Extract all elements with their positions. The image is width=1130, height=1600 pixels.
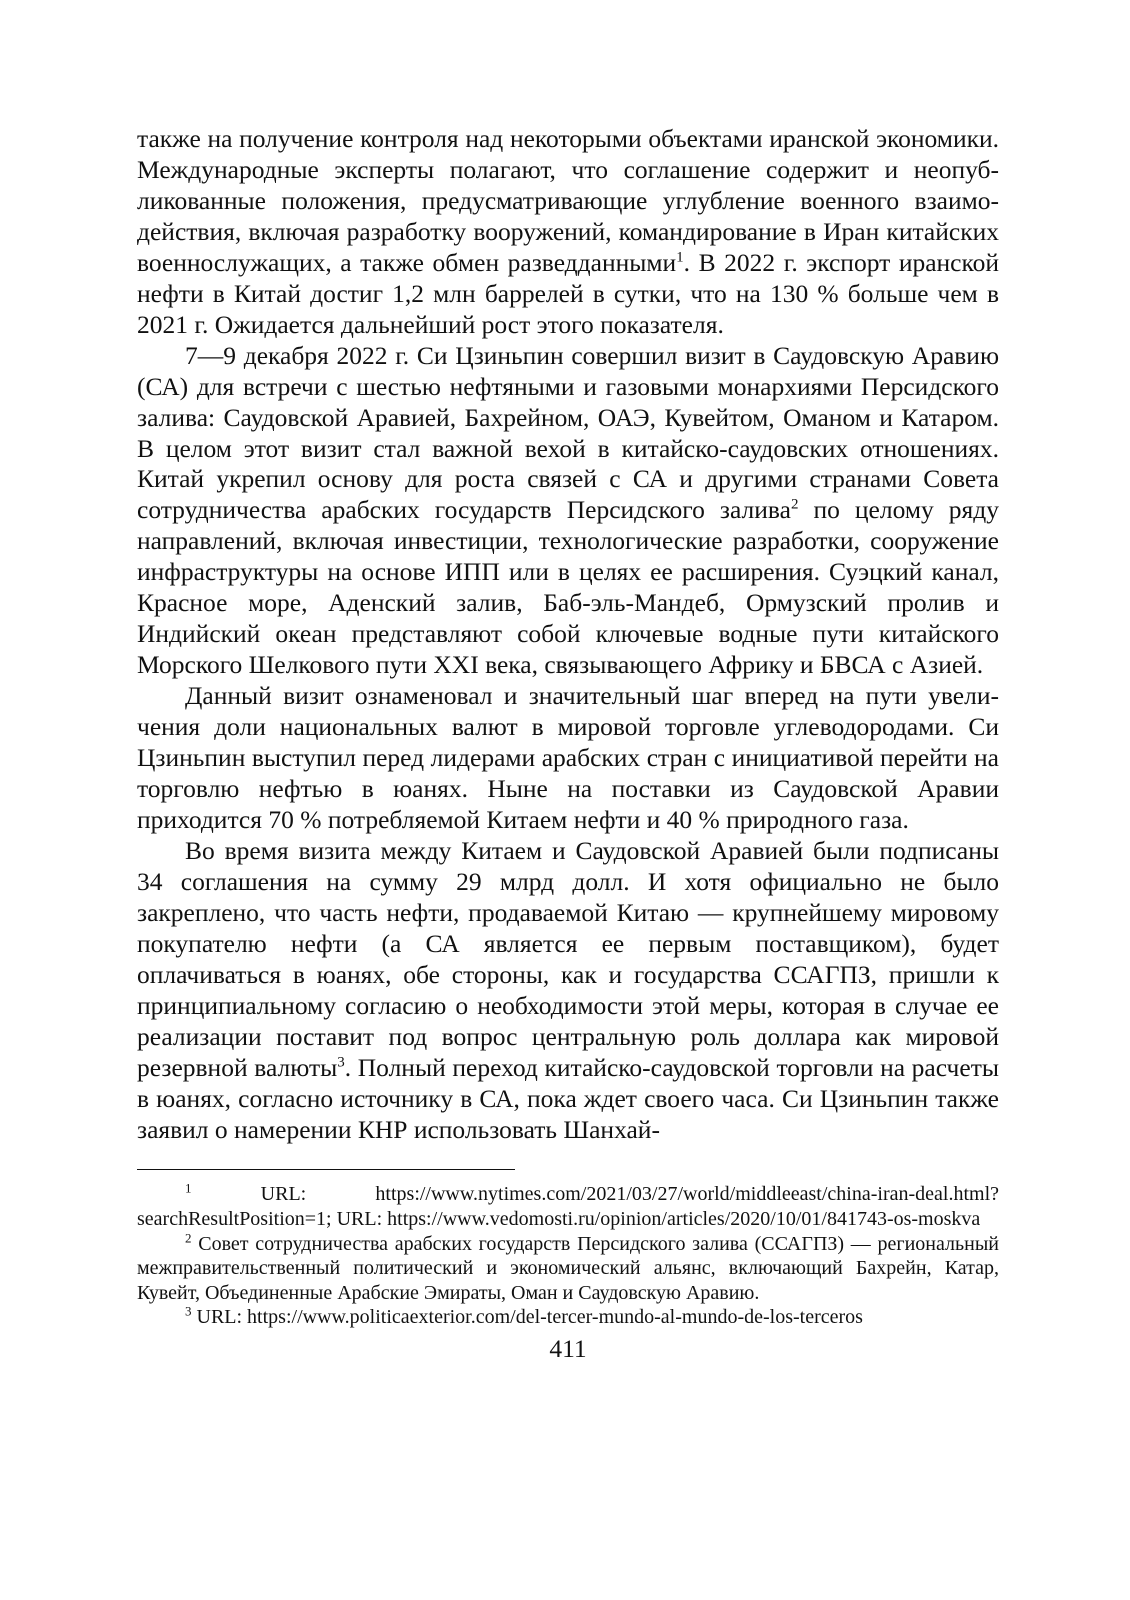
footnote-number: 2 — [185, 1229, 192, 1245]
footnote — [137, 1229, 999, 1306]
text-run: Во время визита между Китаем и Саудовской Аравией были подписаны 34 соглашения на сумму 29 млрд долл. И хотя официально не было закреплено, что часть нефти, продаваемой Китаю — крупнейшему мировому покупателю нефти (а СА является ее первым поставщиком), будет оплачиваться в юанях, обе стороны, как и государства ССАГПЗ, пришли к принципиальному согласию о необходимости этой меры, которая в случае ее реализации поставит под вопрос центральную роль доллара как мировой резервной валюты — [137, 835, 999, 1082]
footnote-ref: 2 — [790, 496, 799, 513]
main-text — [137, 124, 999, 1145]
paragraph — [137, 341, 999, 681]
page-number: 411 — [549, 1334, 587, 1364]
footnote-ref: 3 — [337, 1054, 345, 1071]
footnote — [137, 1305, 999, 1330]
footnote-number: 1 — [185, 1180, 192, 1196]
text-run: . В 2022 г. экспорт иранской нефти в Китай достиг 1,2 млн баррелей в сутки, что на 130 % больше чем в 2021 г. Ожидается дальнейший рост этого показателя. — [137, 247, 999, 339]
paragraph — [137, 836, 999, 1146]
footnote — [137, 1182, 999, 1231]
paragraph — [137, 681, 999, 836]
footnote-text: Совет сотрудничества арабских государств Персидского залива (ССАГПЗ) — региональный межправительственный политический и экономический альянс, включающий Бахрейн, Катар, Кувейт, Объединенные Арабские Эмираты, Оман и Саудовскую Аравию. — [137, 1232, 999, 1304]
text-run: также на получение контроля над некоторыми объектами иранской экономики. Международные эксперты полагают, что соглашение содержит и неопубликованные положения, предусматривающие углубление военного взаимодействия, включая разработку вооружений, командирование в Иран китайских военнослужащих, а также обмен разведданными — [137, 124, 999, 277]
text-run: Данный визит ознаменовал и значительный шаг вперед на пути увеличения доли национальных валют в мировой торговле углеводородами. Си Цзиньпин выступил перед лидерами арабских стран с инициативой перейти на торговлю нефтью в юанях. Ныне на поставки из Саудовской Аравии приходится 70 % потребляемой Китаем нефти и 40 % природного газа. — [137, 681, 999, 834]
footnote-text: URL: https://www.politicaexterior.com/del-tercer-mundo-al-mundo-de-los-terceros — [191, 1306, 863, 1329]
paragraph — [137, 124, 999, 341]
book-page — [137, 124, 999, 1364]
footnote-separator — [137, 1169, 515, 1170]
footnote-number: 3 — [185, 1303, 192, 1319]
text-run: 7—9 декабря 2022 г. Си Цзиньпин совершил визит в Саудовскую Аравию (СА) для встречи с шестью нефтяными и газовыми монархиями Персидского залива: Саудовской Аравией, Бахрейном, ОАЭ, Кувейтом, Оманом и Катаром. В целом этот визит стал важной вехой в китайско-саудовских отношениях. Китай укрепил основу для роста связей с СА и другими странами Совета сотрудничества арабских государств Персидского залива — [137, 340, 999, 525]
footnote-text: URL: https://www.nytimes.com/2021/03/27/world/middleeast/china-iran-deal.html?searchResultPosition=1; URL: https://www.vedomosti.ru/opinion/articles/2020/10/01/841743-os-moskva — [137, 1183, 999, 1231]
footnote-ref: 1 — [676, 249, 684, 266]
text-run: . Полный переход китайско-саудовской торговли на расчеты в юанях, согласно источнику в СА, пока ждет своего часа. Си Цзиньпин также заявил о намерении КНР использовать Шанхай- — [137, 1052, 999, 1144]
footnotes — [137, 1182, 999, 1330]
text-run: по целому ряду направлений, включая инвестиции, технологические разработки, сооружение инфраструктуры на основе ИПП или в целях ее расширения. Суэцкий канал, Красное море, Аденский залив, Баб-эль-Мандеб, Ормузский пролив и Индийский океан представляют собой ключевые водные пути китайского Морского Шелкового пути XXI века, связывающего Африку и БВСА с Азией. — [137, 495, 999, 680]
